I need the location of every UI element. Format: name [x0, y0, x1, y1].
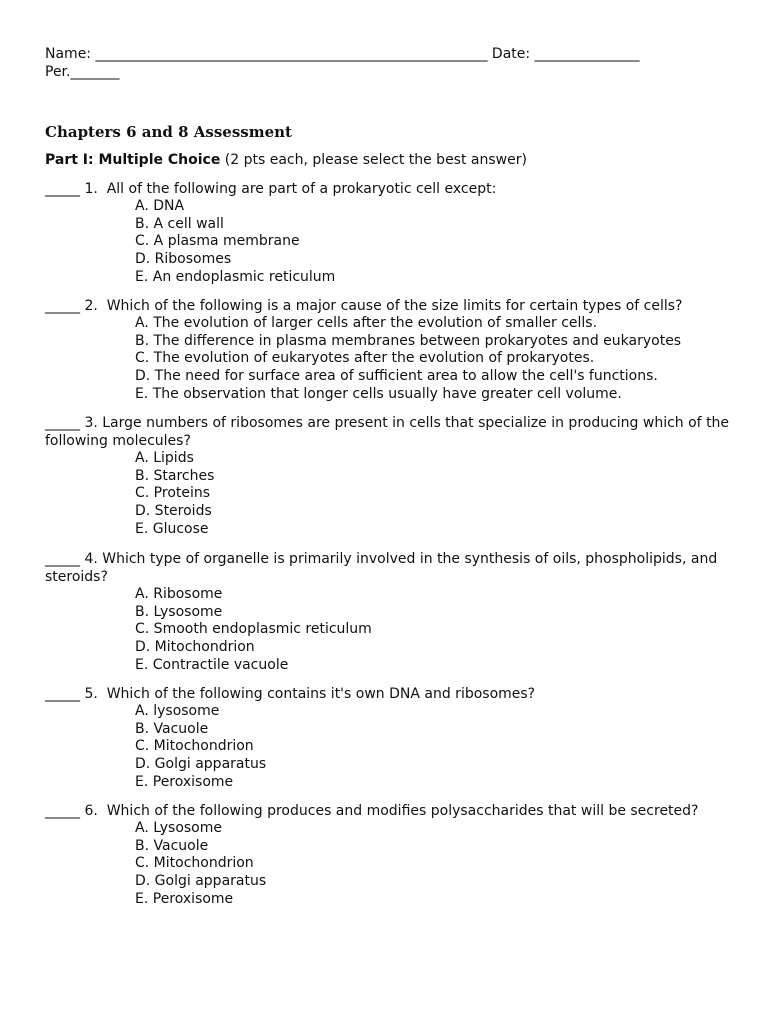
question-5	[45, 685, 735, 792]
question-4	[45, 550, 735, 675]
answer-options	[45, 315, 735, 404]
answer-options	[45, 820, 735, 909]
option-b: B. Starches	[135, 467, 215, 484]
question-2	[45, 297, 735, 404]
question-text: _____ 1. All of the following are part of a prokaryotic cell except:	[45, 181, 497, 197]
answer-options	[45, 450, 735, 539]
option-c: C. Mitochondrion	[135, 738, 254, 755]
option-d: D. Golgi apparatus	[135, 756, 267, 773]
option-b: B. The difference in plasma membranes between prokaryotes and eukaryotes	[135, 332, 682, 349]
option-a: A. Ribosome	[135, 586, 223, 602]
question-text: _____ 3. Large numbers of ribosomes are present in cells that specialize in producing which of the following molecules?	[45, 415, 730, 449]
option-a: A. lysosome	[135, 703, 220, 719]
option-b: B. Vacuole	[135, 720, 209, 737]
option-c: C. Proteins	[135, 485, 211, 502]
option-d: D. Mitochondrion	[135, 639, 255, 656]
question-3	[45, 414, 735, 539]
option-d: D. The need for surface area of sufficient area to allow the cell's functions.	[135, 368, 658, 385]
option-a: A. The evolution of larger cells after the evolution of smaller cells.	[135, 315, 598, 331]
period-line: Per._______	[45, 64, 120, 80]
answer-options	[45, 703, 735, 792]
part1-label: Part I: Multiple Choice	[45, 152, 221, 168]
page-title: Chapters 6 and 8 Assessment	[45, 123, 292, 141]
option-d: D. Steroids	[135, 503, 212, 520]
option-a: A. Lipids	[135, 450, 194, 466]
question-text: _____ 5. Which of the following contains it's own DNA and ribosomes?	[45, 686, 536, 702]
option-c: C. Smooth endoplasmic reticulum	[135, 621, 372, 638]
option-b: B. A cell wall	[135, 215, 224, 232]
option-a: A. Lysosome	[135, 820, 223, 836]
option-e: E. Peroxisome	[135, 773, 234, 790]
question-text: _____ 2. Which of the following is a major cause of the size limits for certain types of cells?	[45, 298, 683, 314]
option-e: E. Glucose	[135, 520, 209, 537]
option-b: B. Lysosome	[135, 603, 223, 620]
option-e: E. An endoplasmic reticulum	[135, 268, 336, 285]
answer-options	[45, 198, 735, 287]
question-6	[45, 802, 735, 909]
option-e: E. Peroxisome	[135, 890, 234, 907]
option-a: A. DNA	[135, 198, 185, 214]
answer-options	[45, 586, 735, 675]
option-d: D. Golgi apparatus	[135, 873, 267, 890]
question-text: _____ 4. Which type of organelle is primarily involved in the synthesis of oils, phospholipids, and steroids?	[45, 551, 718, 585]
question-text: _____ 6. Which of the following produces and modifies polysaccharides that will be secreted?	[45, 803, 699, 819]
option-e: E. The observation that longer cells usually have greater cell volume.	[135, 385, 622, 402]
part1-instructions: (2 pts each, please select the best answer)	[220, 152, 527, 168]
option-b: B. Vacuole	[135, 837, 209, 854]
option-e: E. Contractile vacuole	[135, 656, 289, 673]
option-d: D. Ribosomes	[135, 251, 232, 268]
option-c: C. A plasma membrane	[135, 233, 300, 250]
option-c: C. Mitochondrion	[135, 855, 254, 872]
part1-heading	[45, 151, 527, 169]
option-c: C. The evolution of eukaryotes after the evolution of prokaryotes.	[135, 350, 595, 367]
question-1	[45, 180, 735, 287]
name-date-line: Name: ________________________________________________________ Date: _______________	[45, 46, 640, 62]
